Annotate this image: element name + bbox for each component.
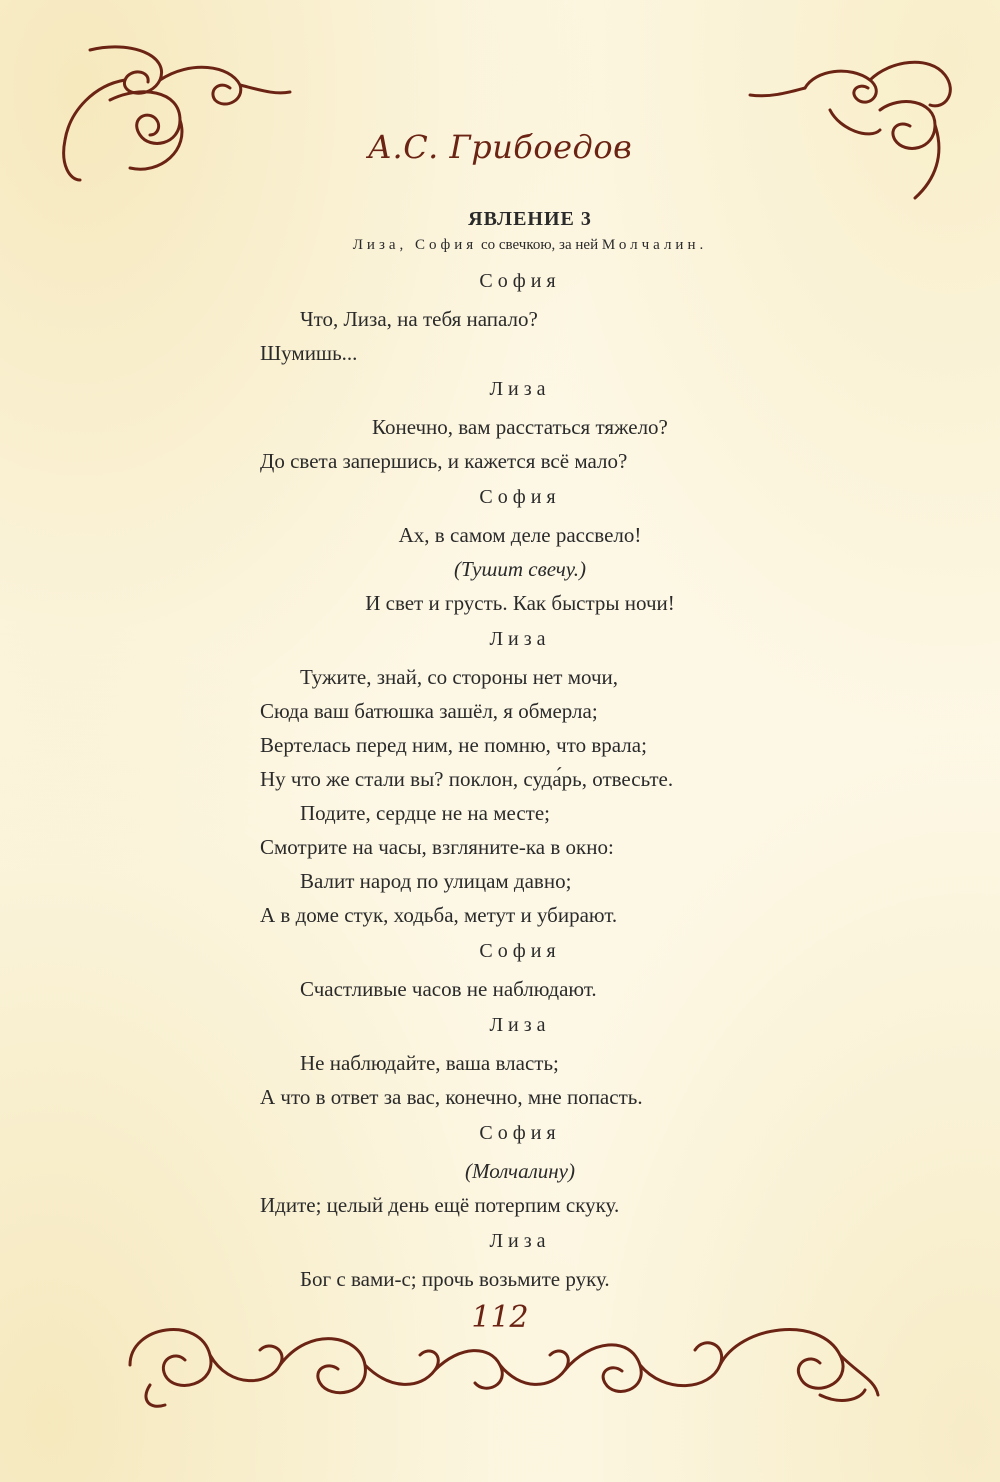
verse-line: Тужите, знай, со стороны нет мочи, [300,665,619,689]
speaker-name: София [479,270,561,292]
speaker-name: София [479,486,561,508]
verse-line: А что в ответ за вас, конечно, мне попасть. [260,1085,643,1109]
speaker-name: Лиза [489,1230,551,1252]
flourish-ornament-bottom [120,1305,880,1415]
verse-line: Не наблюдайте, ваша власть; [300,1051,559,1075]
speaker-name: Лиза [489,1014,551,1036]
speaker-name: Лиза [489,628,551,650]
verse-line: Счастливые часов не наблюдают. [300,977,597,1001]
verse-line: Идите; целый день ещё потерпим скуку. [260,1193,620,1217]
verse-line: До света запершись, и кажется всё мало? [260,449,628,473]
stage-characters: Лиза, София [352,237,478,253]
stage-remark: (Тушит свечу.) [454,557,586,581]
speaker-name: София [479,940,561,962]
verse-line: Валит народ по улицам давно; [300,869,572,893]
stage-direction [205,237,855,254]
play-text [260,208,800,1296]
verse-line: Ах, в самом деле рассвело! [398,523,642,547]
speaker-name: София [479,1122,561,1144]
stage-follower: Молчалин. [601,237,708,253]
verse-line: Сюда ваш батюшка зашёл, я обмерла; [260,699,598,723]
flourish-ornament-top-left [50,40,310,190]
verse-line: Что, Лиза, на тебя напало? [300,307,538,331]
speaker-name: Лиза [489,378,551,400]
verse-line: Шумишь... [260,341,358,365]
stage-mid-text: со свечкою, за ней [477,237,602,253]
stage-remark: (Молчалину) [465,1159,575,1183]
scene-title: ЯВЛЕНИЕ 3 [468,208,592,230]
verse-line: А в доме стук, ходьба, метут и убирают. [260,903,618,927]
verse-line: Конечно, вам расстаться тяжело? [372,415,668,439]
flourish-ornament-top-right [730,40,970,200]
verse-line: Вертелась перед ним, не помню, что врала; [260,733,647,757]
verse-line: И свет и грусть. Как быстры ночи! [365,591,675,615]
verse-line: Подите, сердце не на месте; [300,801,551,825]
author-title: А.С. Грибоедов [367,128,633,166]
verse-line: Смотрите на часы, взгляните-ка в окно: [260,835,614,859]
page-number: 112 [471,1300,529,1335]
verse-line: Бог с вами-с; прочь возьмите руку. [300,1267,610,1291]
verse-line: Ну что же стали вы? поклон, суда́рь, отвесьте. [260,767,674,791]
